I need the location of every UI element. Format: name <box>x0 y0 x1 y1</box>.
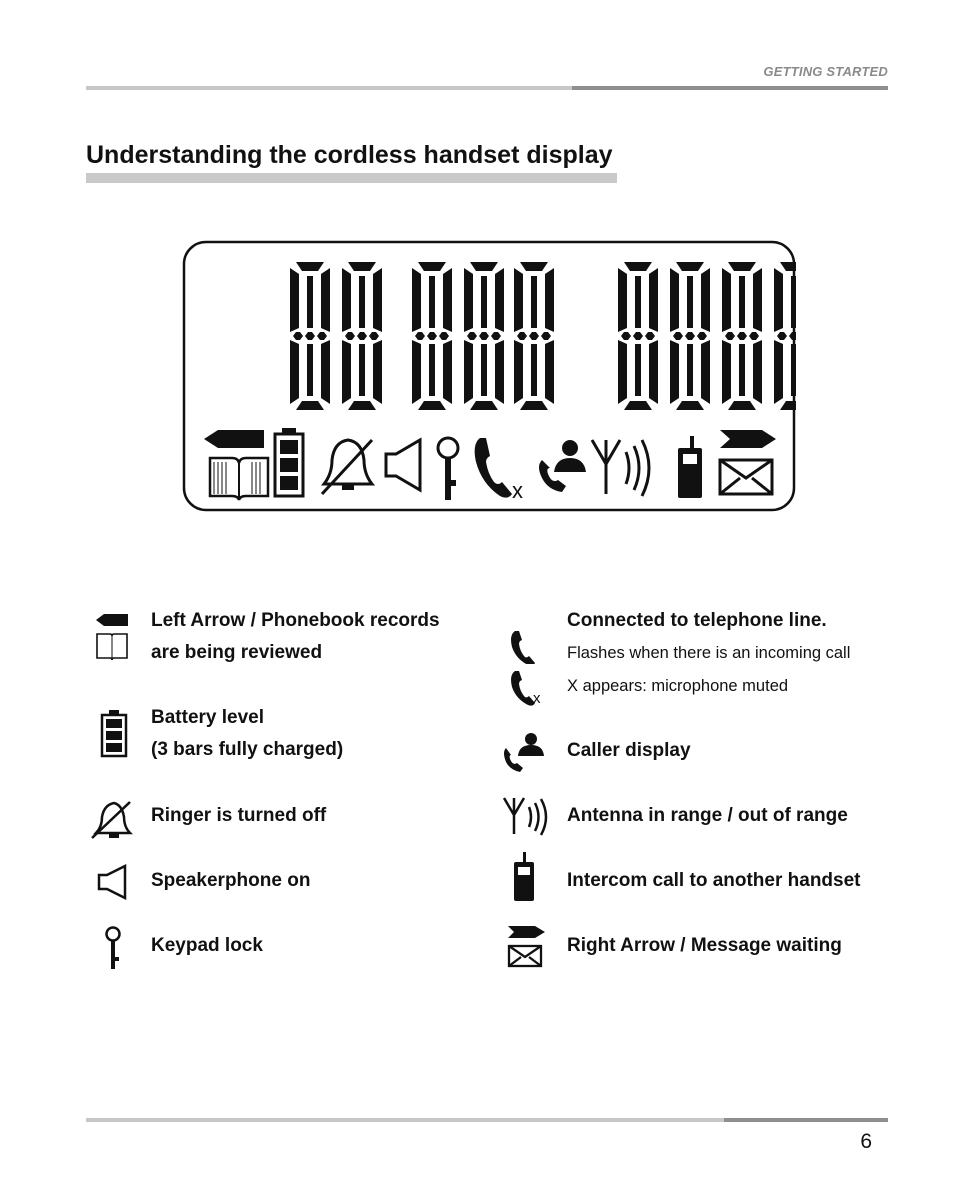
lcd-digit <box>670 262 710 410</box>
legend-text-line: Antenna in range / out of range <box>567 805 848 826</box>
caller-display-icon <box>503 732 547 772</box>
svg-text:x: x <box>512 478 523 503</box>
lcd-digit <box>514 262 554 410</box>
speakerphone-icon <box>97 864 129 900</box>
lcd-digit <box>618 262 658 410</box>
lcd-digit <box>290 262 330 410</box>
page-title: Understanding the cordless handset display <box>86 142 617 183</box>
message-right-arrow-icon <box>505 926 545 968</box>
header-rule <box>86 86 888 90</box>
legend-text-line: Intercom call to another handset <box>567 870 861 891</box>
legend-text-line: Right Arrow / Message waiting <box>567 935 842 956</box>
lcd-digit <box>722 262 762 410</box>
handset-icon <box>510 630 536 664</box>
lcd-digit <box>342 262 382 410</box>
legend-text-line: Connected to telephone line. <box>567 610 827 631</box>
legend-text-line: Battery level <box>151 707 265 728</box>
legend-text-line: Keypad lock <box>151 935 263 956</box>
legend-text-line: (3 bars fully charged) <box>151 739 344 760</box>
battery-icon <box>100 710 128 758</box>
legend-text-line: Left Arrow / Phonebook records <box>151 610 440 631</box>
svg-text:x: x <box>533 690 541 706</box>
ringer-off-icon <box>90 800 134 840</box>
handset-muted-icon <box>510 670 546 706</box>
lcd-display <box>182 240 796 512</box>
footer-rule <box>86 1118 888 1122</box>
antenna-icon <box>503 796 549 836</box>
page-number: 6 <box>860 1130 872 1153</box>
lcd-digit <box>412 262 452 410</box>
section-label: GETTING STARTED <box>763 64 888 79</box>
legend-subtext: X appears: microphone muted <box>567 677 789 695</box>
legend-subtext: Flashes when there is an incoming call <box>567 644 851 662</box>
lcd-digit <box>464 262 504 410</box>
legend-text-line: are being reviewed <box>151 642 323 663</box>
phonebook-left-arrow-icon <box>94 614 130 662</box>
keypad-lock-icon <box>104 926 124 970</box>
legend-text-line: Caller display <box>567 740 691 761</box>
legend-text-line: Ringer is turned off <box>151 805 327 826</box>
legend-text-line: Speakerphone on <box>151 870 311 891</box>
intercom-icon <box>513 852 535 902</box>
